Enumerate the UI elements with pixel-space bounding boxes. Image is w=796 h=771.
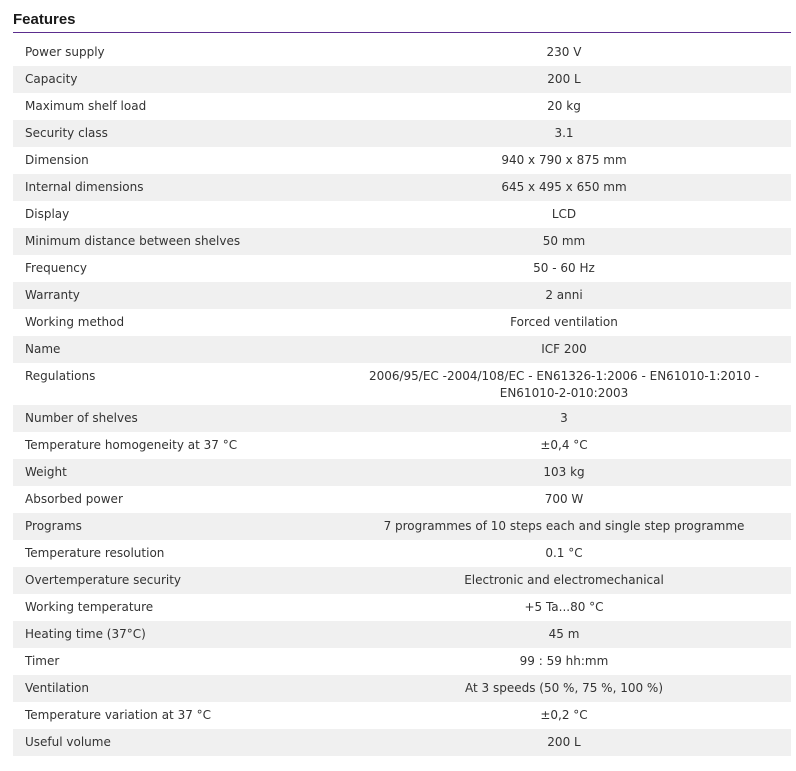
table-row bbox=[13, 336, 791, 363]
feature-label: Security class bbox=[13, 120, 337, 147]
feature-value: 3 bbox=[337, 405, 791, 432]
feature-label: Display bbox=[25, 207, 70, 221]
feature-value: 2006/95/EC -2004/108/EC - EN61326-1:2006 - EN61010-1:2010 - EN61010-2-010:2003 bbox=[368, 369, 760, 400]
feature-label: Working method bbox=[25, 315, 125, 329]
feature-value: 103 kg bbox=[337, 459, 791, 486]
feature-value: 940 x 790 x 875 mm bbox=[501, 153, 627, 167]
table-row bbox=[13, 39, 791, 66]
feature-label: Temperature resolution bbox=[25, 546, 165, 560]
feature-value: ±0,2 °C bbox=[540, 708, 588, 722]
feature-value: Electronic and electromechanical bbox=[337, 567, 791, 594]
table-row bbox=[13, 648, 791, 675]
table-row bbox=[13, 120, 791, 147]
table-row bbox=[13, 567, 791, 594]
feature-label: Internal dimensions bbox=[13, 174, 337, 201]
table-row bbox=[13, 174, 791, 201]
table-row bbox=[13, 66, 791, 93]
feature-label: Power supply bbox=[25, 45, 105, 59]
table-row bbox=[13, 93, 791, 120]
table-row bbox=[13, 621, 791, 648]
table-row bbox=[13, 282, 791, 309]
feature-label: Maximum shelf load bbox=[25, 99, 147, 113]
feature-label: Warranty bbox=[13, 282, 337, 309]
feature-label: Capacity bbox=[13, 66, 337, 93]
feature-value: 7 programmes of 10 steps each and single step programme bbox=[337, 513, 791, 540]
feature-value: ICF 200 bbox=[337, 336, 791, 363]
feature-label: Heating time (37°C) bbox=[13, 621, 337, 648]
feature-label: Regulations bbox=[25, 369, 96, 383]
table-row bbox=[13, 255, 791, 282]
feature-label: Overtemperature security bbox=[13, 567, 337, 594]
feature-value: LCD bbox=[551, 207, 577, 221]
table-row bbox=[13, 729, 791, 756]
feature-label: Programs bbox=[13, 513, 337, 540]
feature-label: Temperature variation at 37 °C bbox=[25, 708, 212, 722]
feature-value: 3.1 bbox=[337, 120, 791, 147]
feature-label: Useful volume bbox=[13, 729, 337, 756]
feature-label: Ventilation bbox=[13, 675, 337, 702]
table-row bbox=[13, 675, 791, 702]
feature-value: 50 - 60 Hz bbox=[533, 261, 595, 275]
table-row bbox=[13, 486, 791, 513]
feature-label: Absorbed power bbox=[25, 492, 123, 506]
feature-label: Temperature homogeneity at 37 °C bbox=[25, 438, 238, 452]
table-row bbox=[13, 201, 791, 228]
feature-value: 230 V bbox=[546, 45, 582, 59]
feature-label: Name bbox=[13, 336, 337, 363]
feature-value: Forced ventilation bbox=[510, 315, 618, 329]
feature-label: Weight bbox=[13, 459, 337, 486]
feature-value: 50 mm bbox=[337, 228, 791, 255]
feature-label: Frequency bbox=[25, 261, 87, 275]
feature-label: Minimum distance between shelves bbox=[13, 228, 337, 255]
table-row bbox=[13, 309, 791, 336]
feature-label: Timer bbox=[25, 654, 60, 668]
feature-label: Dimension bbox=[25, 153, 89, 167]
feature-label: Working temperature bbox=[25, 600, 154, 614]
feature-value: 200 L bbox=[337, 66, 791, 93]
feature-value: 645 x 495 x 650 mm bbox=[337, 174, 791, 201]
features-table-body bbox=[13, 39, 791, 756]
table-row bbox=[13, 432, 791, 459]
feature-value: ±0,4 °C bbox=[540, 438, 588, 452]
feature-value: 99 : 59 hh:mm bbox=[519, 654, 609, 668]
title-divider bbox=[13, 32, 791, 33]
feature-value: 700 W bbox=[544, 492, 584, 506]
table-row bbox=[13, 513, 791, 540]
feature-label: Number of shelves bbox=[13, 405, 337, 432]
table-row bbox=[13, 702, 791, 729]
table-row bbox=[13, 147, 791, 174]
table-row bbox=[13, 594, 791, 621]
features-table bbox=[13, 39, 791, 756]
feature-value: At 3 speeds (50 %, 75 %, 100 %) bbox=[337, 675, 791, 702]
feature-value: +5 Ta...80 °C bbox=[524, 600, 604, 614]
table-row bbox=[13, 228, 791, 255]
table-row bbox=[13, 405, 791, 432]
table-row bbox=[13, 363, 791, 405]
table-row bbox=[13, 540, 791, 567]
table-row bbox=[13, 459, 791, 486]
feature-value: 20 kg bbox=[547, 99, 581, 113]
feature-value: 2 anni bbox=[337, 282, 791, 309]
feature-value: 200 L bbox=[337, 729, 791, 756]
feature-value: 0.1 °C bbox=[545, 546, 583, 560]
feature-value: 45 m bbox=[337, 621, 791, 648]
section-title: Features bbox=[13, 11, 76, 28]
